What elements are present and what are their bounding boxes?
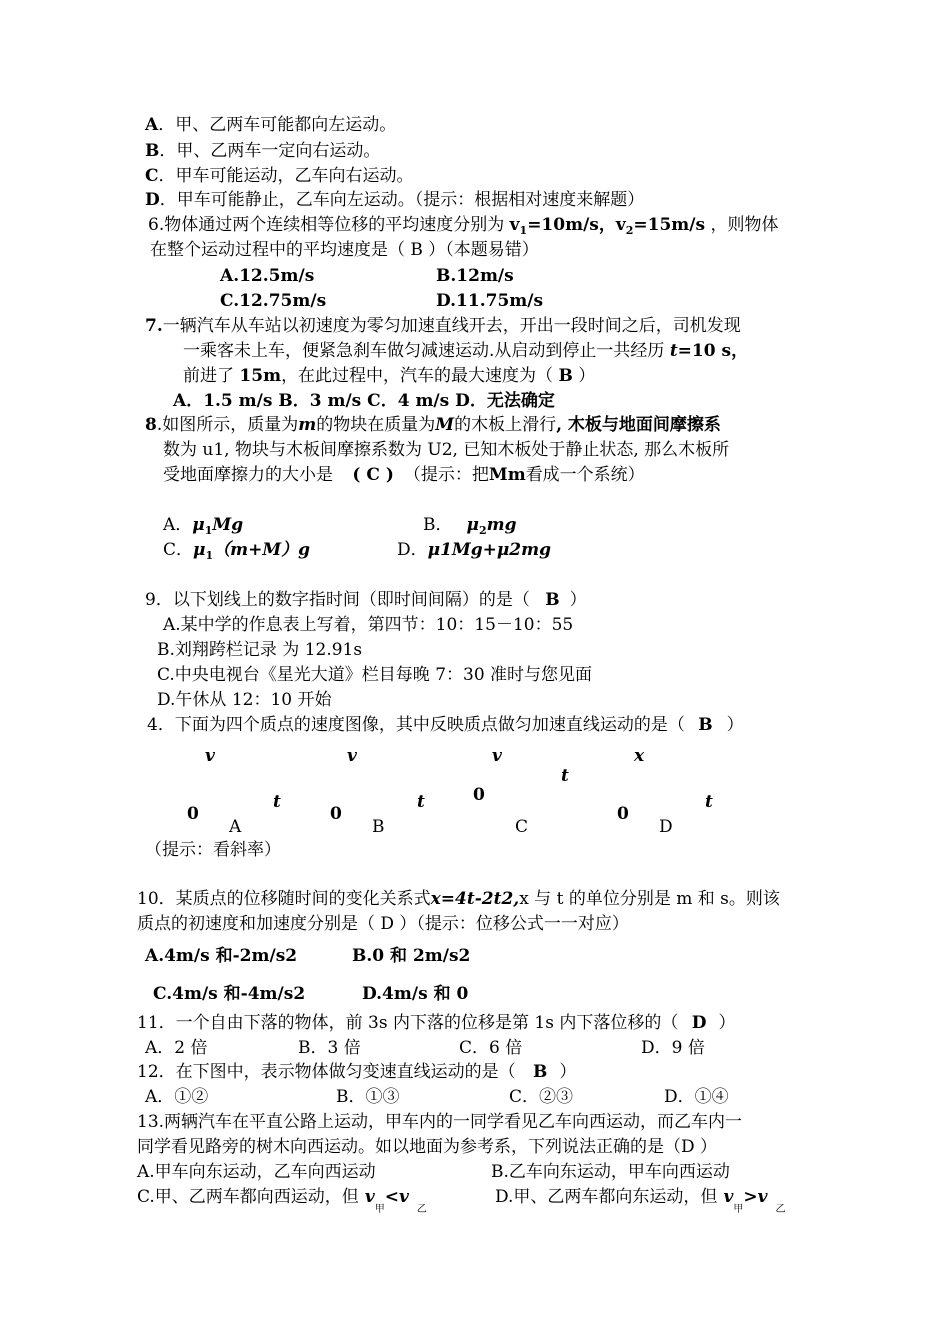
q13-option-c: C.甲、乙两车都向西运动，但 $v_甲<v_乙$ xyxy=(137,1187,427,1215)
q7-line3: 前进了 15m，在此过程中，汽车的最大速度为（ B ） xyxy=(183,366,596,386)
q7-line1: 7.一辆汽车从车站以初速度为零匀加速直线开去，开出一段时间之后，司机发现 xyxy=(145,316,741,336)
q6-option-d: D.11.75m/s xyxy=(436,291,544,311)
q8-line3: 受地面摩擦力的大小是 ( C ) （提示：把Mm看成一个系统） xyxy=(163,465,645,485)
q12-option-d: D．①④ xyxy=(664,1087,729,1107)
q11-option-c: C．6 倍 xyxy=(459,1038,523,1058)
q6-line2: 在整个运动过程中的平均速度是（ B ）（本题易错） xyxy=(150,240,539,260)
q13-option-b: B.乙车向东运动，甲车向西运动 xyxy=(491,1162,730,1182)
q10-option-d: D.4m/s 和 0 xyxy=(362,984,469,1004)
q11-line: 11．一个自由下落的物体，前 3s 内下落的位移是第 1s 内下落位移的（ D ） xyxy=(137,1013,736,1033)
graph-d-yaxis-label: x xyxy=(634,746,645,766)
q6-option-a: A.12.5m/s xyxy=(220,266,315,286)
graph-a-xaxis-label: t xyxy=(273,792,281,812)
q8-line2: 数为 u1, 物块与木板间摩擦系数为 U2, 已知木板处于静止状态, 那么木板所 xyxy=(163,440,730,460)
q9-option-a: A.某中学的作息表上写着，第四节：10：15－10：55 xyxy=(163,615,574,635)
q10-option-b: B.0 和 2m/s2 xyxy=(352,946,471,966)
q13-option-a: A.甲车向东运动，乙车向西运动 xyxy=(137,1162,376,1182)
q8-option-d: D．μ1Mg+μ2mg xyxy=(397,540,552,560)
q12-option-c: C．②③ xyxy=(509,1087,574,1107)
q9-line1: 9．以下划线上的数字指时间（即时间间隔）的是（ B ） xyxy=(145,590,587,610)
graph-c-label: C xyxy=(515,817,529,837)
graph-a-yaxis-label: v xyxy=(205,746,215,766)
q12-option-b: B．①③ xyxy=(336,1087,400,1107)
q4-hint: （提示：看斜率） xyxy=(145,840,281,860)
q9-option-c: C.中央电视台《星光大道》栏目每晚 7：30 准时与您见面 xyxy=(157,665,593,685)
q8-line1: 8.如图所示，质量为m的物块在质量为M的木板上滑行, 木板与地面间摩擦系 xyxy=(145,415,721,435)
q11-option-a: A．2 倍 xyxy=(145,1038,208,1058)
q10-option-c: C.4m/s 和-4m/s2 xyxy=(153,984,306,1004)
q10-option-a: A.4m/s 和-2m/s2 xyxy=(145,946,298,966)
q6-option-b: B.12m/s xyxy=(436,266,514,286)
q4-line: 4．下面为四个质点的速度图像，其中反映质点做匀加速直线运动的是（ B ） xyxy=(147,715,744,735)
q10-line2: 质点的初速度和加速度分别是（ D ）（提示：位移公式一一对应） xyxy=(137,914,629,934)
graph-b-xaxis-label: t xyxy=(417,792,425,812)
graph-b-origin: 0 xyxy=(330,804,342,824)
q7-line2: 一乘客未上车，便紧急刹车做匀减速运动.从启动到停止一共经历 t=10 s， xyxy=(183,341,749,361)
q13-line2: 同学看见路旁的树木向西运动。如以地面为参考系，下列说法正确的是（D ） xyxy=(137,1137,718,1157)
graph-c-xaxis-label: t xyxy=(561,766,569,786)
graph-d-xaxis-label: t xyxy=(705,792,713,812)
q11-option-d: D．9 倍 xyxy=(641,1038,705,1058)
q9-option-b: B.刘翔跨栏记录 为 12.91s xyxy=(157,640,363,660)
graph-c-yaxis-label: v xyxy=(492,746,502,766)
q13-line1: 13.两辆汽车在平直公路上运动，甲车内的一同学看见乙车向西运动，而乙车内一 xyxy=(137,1112,743,1132)
q8-option-b: B． $\mu_2mg$ xyxy=(423,515,517,537)
q12-line: 12．在下图中，表示物体做匀变速直线运动的是（ B ） xyxy=(137,1062,577,1082)
q9-answer: B xyxy=(545,590,560,610)
q4-answer: B xyxy=(698,715,713,735)
q11-option-b: B．3 倍 xyxy=(298,1038,361,1058)
q11-answer: D xyxy=(691,1013,707,1033)
q9-option-d: D.午休从 12：10 开始 xyxy=(157,690,332,710)
q8-answer: ( C ) xyxy=(352,465,394,485)
q5-option-b: B．甲、乙两车一定向右运动。 xyxy=(145,141,381,161)
graph-b-label: B xyxy=(372,817,385,837)
q7-answer: B xyxy=(558,366,573,386)
q6-line1: 6.物体通过两个连续相等位移的平均速度分别为 $v_1=10m/s$，$v_2=15m/s$ ，则物体 xyxy=(148,215,779,237)
q10-line1: 10．某质点的位移随时间的变化关系式x=4t-2t2,x 与 t 的单位分别是 m 和 s。则该 xyxy=(137,889,780,909)
graph-a-origin: 0 xyxy=(187,804,199,824)
q12-answer: B xyxy=(533,1062,548,1082)
q5-option-d: D．甲车可能静止，乙车向左运动。（提示：根据相对速度来解题） xyxy=(145,190,645,210)
q5-option-c: C．甲车可能运动，乙车向右运动。 xyxy=(145,166,414,186)
graph-d-origin: 0 xyxy=(617,804,629,824)
q8-option-c: C．$\mu_1(m+M)g$ xyxy=(163,540,311,562)
q13-option-d: D.甲、乙两车都向东运动，但 $v_甲>v_乙$ xyxy=(495,1187,786,1215)
graph-b-yaxis-label: v xyxy=(347,746,357,766)
graph-d-label: D xyxy=(659,817,673,837)
q12-option-a: A．①② xyxy=(145,1087,209,1107)
q8-option-a: A．$\mu_1Mg$ xyxy=(163,515,244,537)
q5-option-a: A．甲、乙两车可能都向左运动。 xyxy=(145,115,397,135)
q7-options: A．1.5 m/s B．3 m/s C．4 m/s D．无法确定 xyxy=(173,391,555,411)
q6-option-c: C.12.75m/s xyxy=(220,291,327,311)
graph-c-origin: 0 xyxy=(473,785,485,805)
graph-a-label: A xyxy=(229,817,242,837)
